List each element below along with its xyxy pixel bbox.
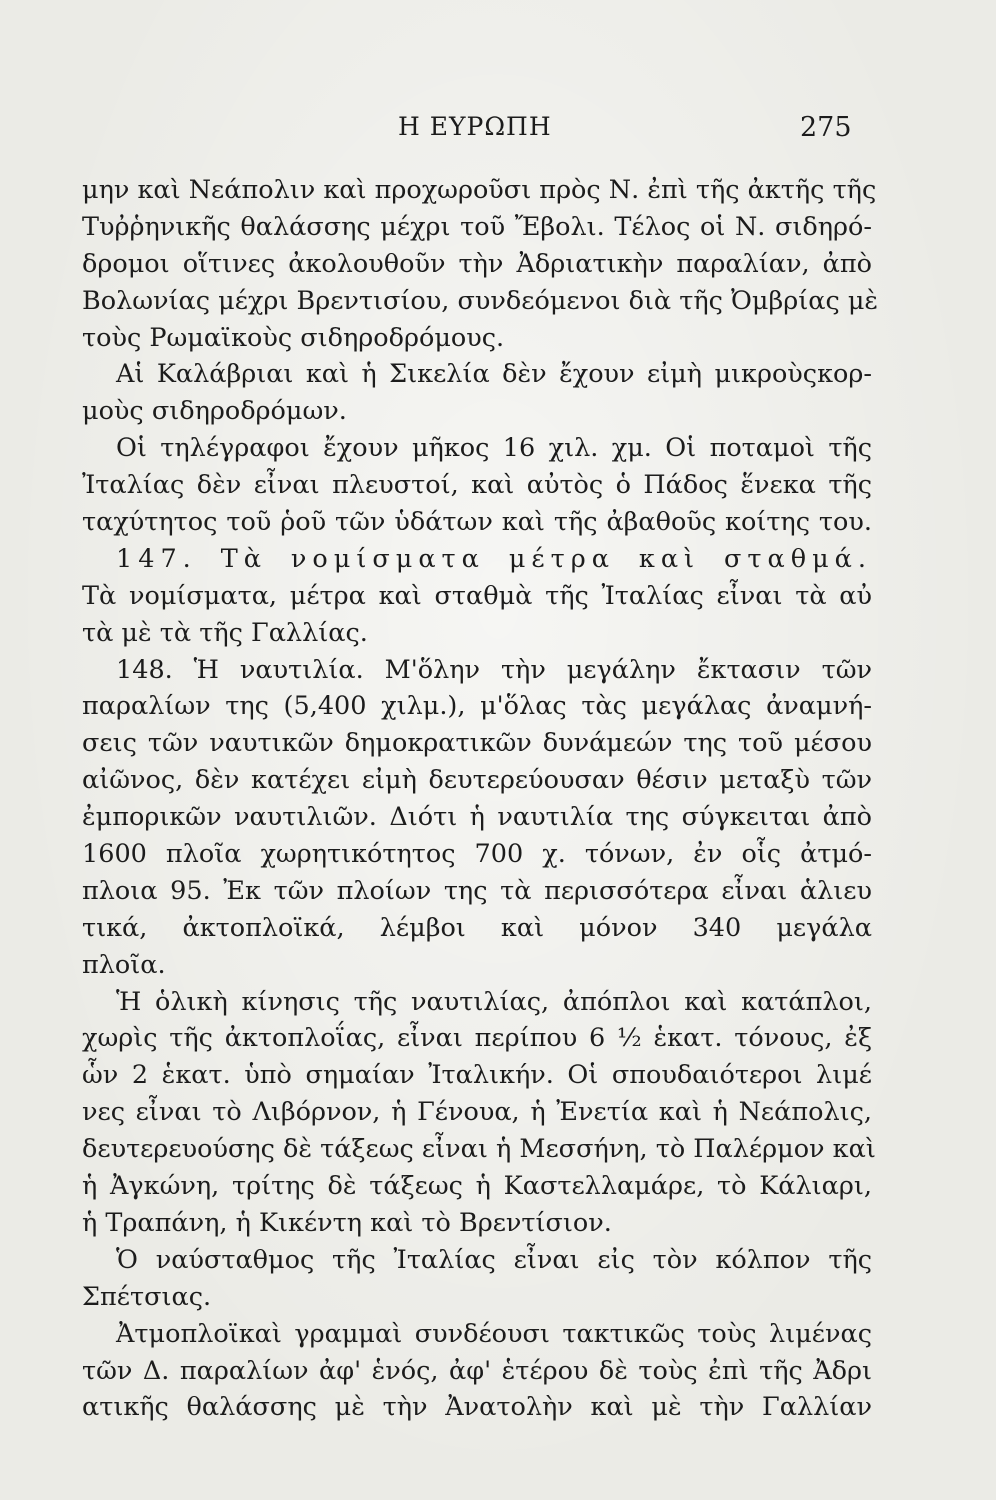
text-line: παραλίων της (5,400 χιλμ.), μ'ὅλας τὰς μεγάλας ἀναμνή- <box>82 691 872 722</box>
text-line: ἡ Ἀγκώνη, τρίτης δὲ τάξεως ἡ Καστελλαμάρε, τὸ Κάλιαρι, <box>82 1171 872 1202</box>
text-line: ατικῆς θαλάσσης μὲ τὴν Ἀνατολὴν καὶ μὲ τὴν Γαλλίαν <box>82 1392 872 1423</box>
text-line: Ἰταλίας δὲν εἶναι πλευστοί, καὶ αὐτὸς ὁ Πάδος ἕνεκα τῆς <box>82 470 872 501</box>
text-line: τοὺς Ρωμαϊκοὺς σιδηροδρόμους. <box>82 322 505 353</box>
text-line: Βολωνίας μέχρι Βρεντισίου, συνδεόμενοι διὰ τῆς Ὀμβρίας μὲ <box>82 285 879 316</box>
text-line: δευτερευούσης δὲ τάξεως εἶναι ἡ Μεσσήνη, τὸ Παλέρμον καὶ <box>82 1134 876 1165</box>
text-line: μοὺς σιδηροδρόμων. <box>82 396 347 427</box>
paragraph-first-line: Ἡ ὁλικὴ κίνησις τῆς ναυτιλίας, ἀπόπλοι καὶ κατάπλοι, <box>116 986 872 1017</box>
text-line: νες εἶναι τὸ Λιβόρνον, ἡ Γένουα, ἡ Ἐνετία καὶ ἡ Νεάπολις, <box>82 1097 872 1128</box>
text-line: σεις τῶν ναυτικῶν δημοκρατικῶν δυνάμεών της τοῦ μέσου <box>82 728 872 759</box>
text-line: δρομοι οἵτινες ἀκολουθοῦν τὴν Ἀδριατικὴν παραλίαν, ἀπὸ <box>82 248 872 279</box>
page-number: 275 <box>800 112 852 143</box>
paragraph-first-line: Οἱ τηλέγραφοι ἔχουν μῆκος 16 χιλ. χμ. Οἱ ποταμοὶ τῆς <box>116 433 872 464</box>
text-line: τὰ μὲ τὰ τῆς Γαλλίας. <box>82 617 368 648</box>
text-line: Τὰ νομίσματα, μέτρα καὶ σταθμὰ τῆς Ἰταλίας εἶναι τὰ αὐ <box>82 580 872 611</box>
section-heading-148: 148. Ἡ ναυτιλία. Μ'ὅλην τὴν μεγάλην ἔκτασιν τῶν <box>116 654 872 685</box>
paragraph-first-line: Αἱ Καλάβριαι καὶ ἡ Σικελία δὲν ἔχουν εἰμὴ μικροὺςκορ- <box>116 359 872 390</box>
text-line: τῶν Δ. παραλίων ἀφ' ἑνός, ἀφ' ἑτέρου δὲ τοὺς ἐπὶ τῆς Ἀδρι <box>82 1355 872 1386</box>
running-title: Η ΕΥΡΩΠΗ <box>398 112 552 141</box>
text-line: ἡ Τραπάνη, ἡ Κικέντη καὶ τὸ Βρεντίσιον. <box>82 1207 612 1238</box>
text-line: πλοια 95. Ἐκ τῶν πλοίων της τὰ περισσότερα εἶναι ἁλιευ <box>82 875 872 906</box>
text-line: ὧν 2 ἑκατ. ὑπὸ σημαίαν Ἰταλικήν. Οἱ σπουδαιότεροι λιμέ <box>82 1060 872 1091</box>
text-line: Σπέτσιας. <box>82 1281 212 1312</box>
page-header <box>0 112 996 152</box>
text-line: μην καὶ Νεάπολιν καὶ προχωροῦσι πρὸς Ν. ἐπὶ τῆς ἀκτῆς τῆς <box>82 175 877 205</box>
text-line: τικά, ἀκτοπλοϊκά, λέμβοι καὶ μόνον 340 μεγάλα <box>82 912 872 943</box>
text-line: αἰῶνος, δὲν κατέχει εἰμὴ δευτερεύουσαν θέσιν μεταξὺ τῶν <box>82 765 872 796</box>
section-heading-147: 147. Τὰ νομίσματα μέτρα καὶ σταθμά. <box>116 543 872 574</box>
text-line: 1600 πλοῖα χωρητικότητος 700 χ. τόνων, ἐν οἷς ἀτμό- <box>82 839 872 870</box>
text-line: πλοῖα. <box>82 949 166 980</box>
text-line: ταχύτητος τοῦ ῥοῦ τῶν ὑδάτων καὶ τῆς ἀβαθοῦς κοίτης του. <box>82 507 872 538</box>
text-line: χωρὶς τῆς ἀκτοπλοΐας, εἶναι περίπου 6 ½ ἑκατ. τόνους, ἐξ <box>82 1023 872 1054</box>
paragraph-first-line: Ἀτμοπλοϊκαὶ γραμμαὶ συνδέουσι τακτικῶς τοὺς λιμένας <box>116 1318 872 1349</box>
text-line: Τυῤῥηνικῆς θαλάσσης μέχρι τοῦ Ἔβολι. Τέλος οἱ Ν. σιδηρό- <box>82 211 872 242</box>
text-line: ἐμπορικῶν ναυτιλιῶν. Διότι ἡ ναυτιλία της σύγκειται ἀπὸ <box>82 802 872 833</box>
paragraph-first-line: Ὁ ναύσταθμος τῆς Ἰταλίας εἶναι εἰς τὸν κόλπον τῆς <box>116 1244 872 1275</box>
body-text <box>82 172 879 1426</box>
